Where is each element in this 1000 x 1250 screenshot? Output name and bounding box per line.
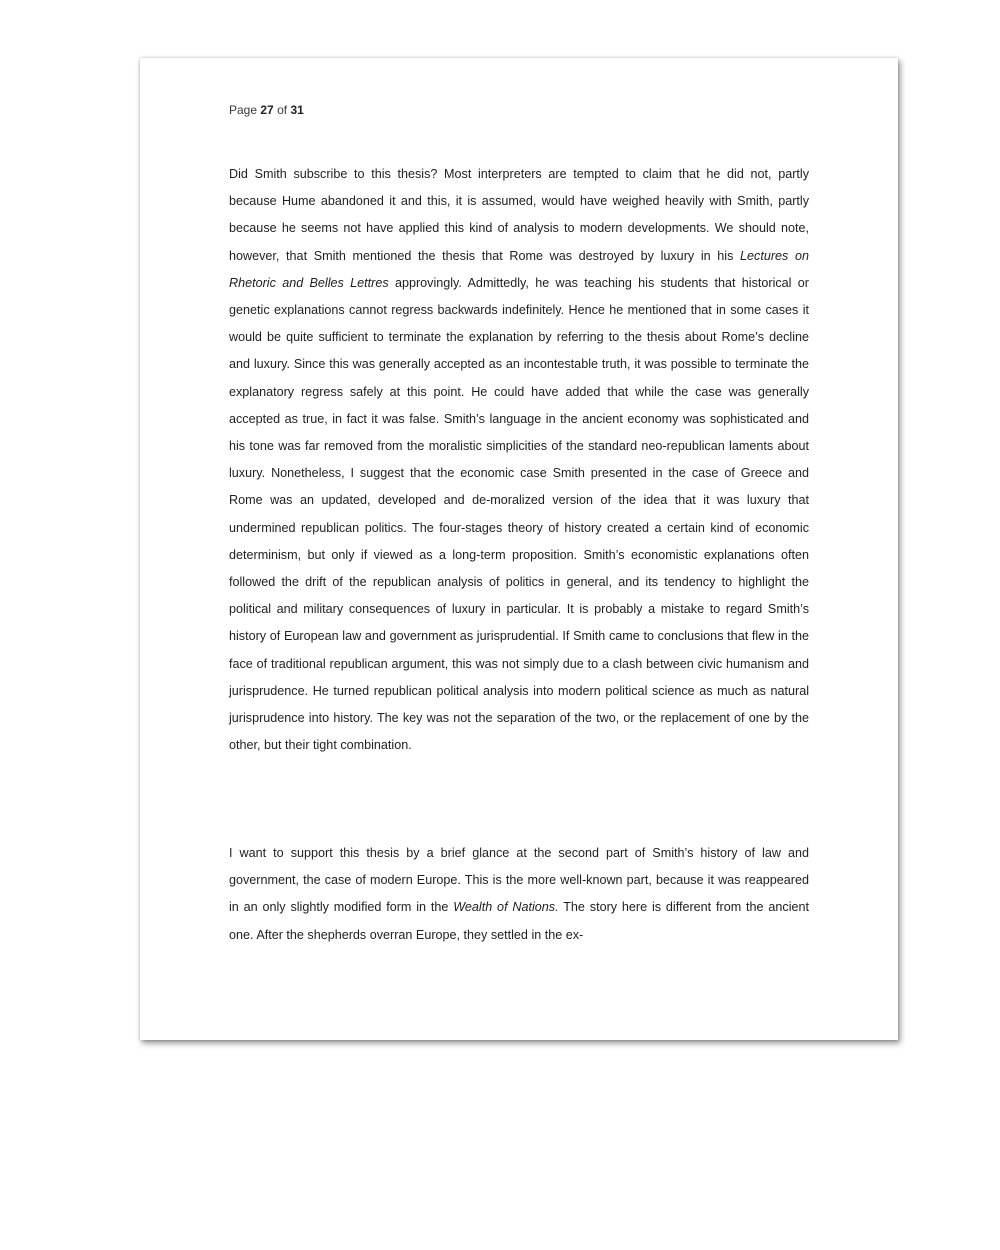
page-number-header bbox=[229, 103, 304, 117]
paragraph-2-text-start: I want to support this thesis by a brief glance at the second part of Smith’s history of law and government, the case of modern Europe. This is the more well-known part, because it was reappeared in an only slightly modified form in the bbox=[229, 846, 809, 915]
current-page-number: 27 bbox=[260, 103, 274, 117]
document-page bbox=[140, 58, 898, 1040]
body-paragraph-2 bbox=[229, 840, 809, 949]
body-paragraph-1 bbox=[229, 161, 809, 759]
lectures-title-italic: Lectures on Rhetoric and Belles Lettres bbox=[229, 248, 810, 290]
total-pages-number: 31 bbox=[290, 103, 304, 117]
paragraph-1-text-start: Did Smith subscribe to this thesis? Most interpreters are tempted to claim that he did not, partly because Hume abandoned it and this, it is assumed, would have weighed heavily with Smith, partly because he seems not have applied this kind of analysis to modern developments. We should note, however, that Smith mentioned the thesis that Rome was destroyed by luxury in his bbox=[229, 167, 809, 263]
paragraph-2-text-end: The story here is different from the ancient one. After the shepherds overran Europe, they settled in the ex- bbox=[229, 900, 809, 942]
page-separator: of bbox=[277, 103, 288, 117]
page-prefix: Page bbox=[229, 103, 258, 117]
paragraph-1-text-end: approvingly. Admittedly, he was teaching his students that historical or genetic explanations cannot regress backwards indefinitely. Hence he mentioned that in some cases it would be quite sufficient to terminate the explanation by referring to the thesis about Rome’s decline and luxury. Since this was generally accepted as an incontestable truth, it was possible to terminate the explanatory regress safely at this point. He could have added that while the case was generally accepted as true, in fact it was false. Smith’s language in the ancient economy was sophisticated and his tone was far removed from the moralistic simplicities of the standard neo-republican laments about luxury. Nonetheless, I suggest that the economic case Smith presented in the case of Greece and Rome was an updated, developed and de-moralized version of the idea that it was luxury that undermined republican politics. The four-stages theory of history created a certain kind of economic determinism, but only if viewed as a long-term proposition. Smith’s economistic explanations often followed the drift of the republican analysis of politics in general, and its tendency to highlight the political and military consequences of luxury in particular. It is probably a mistake to regard Smith’s history of European law and government as jurisprudential. If Smith came to conclusions that flew in the face of traditional republican argument, this was not simply due to a clash between civic humanism and jurisprudence. He turned republican political analysis into modern political science as much as natural jurisprudence into history. The key was not the separation of the two, or the replacement of one by the other, but their tight combination. bbox=[229, 275, 809, 753]
wealth-of-nations-italic: Wealth of Nations. bbox=[453, 900, 559, 915]
